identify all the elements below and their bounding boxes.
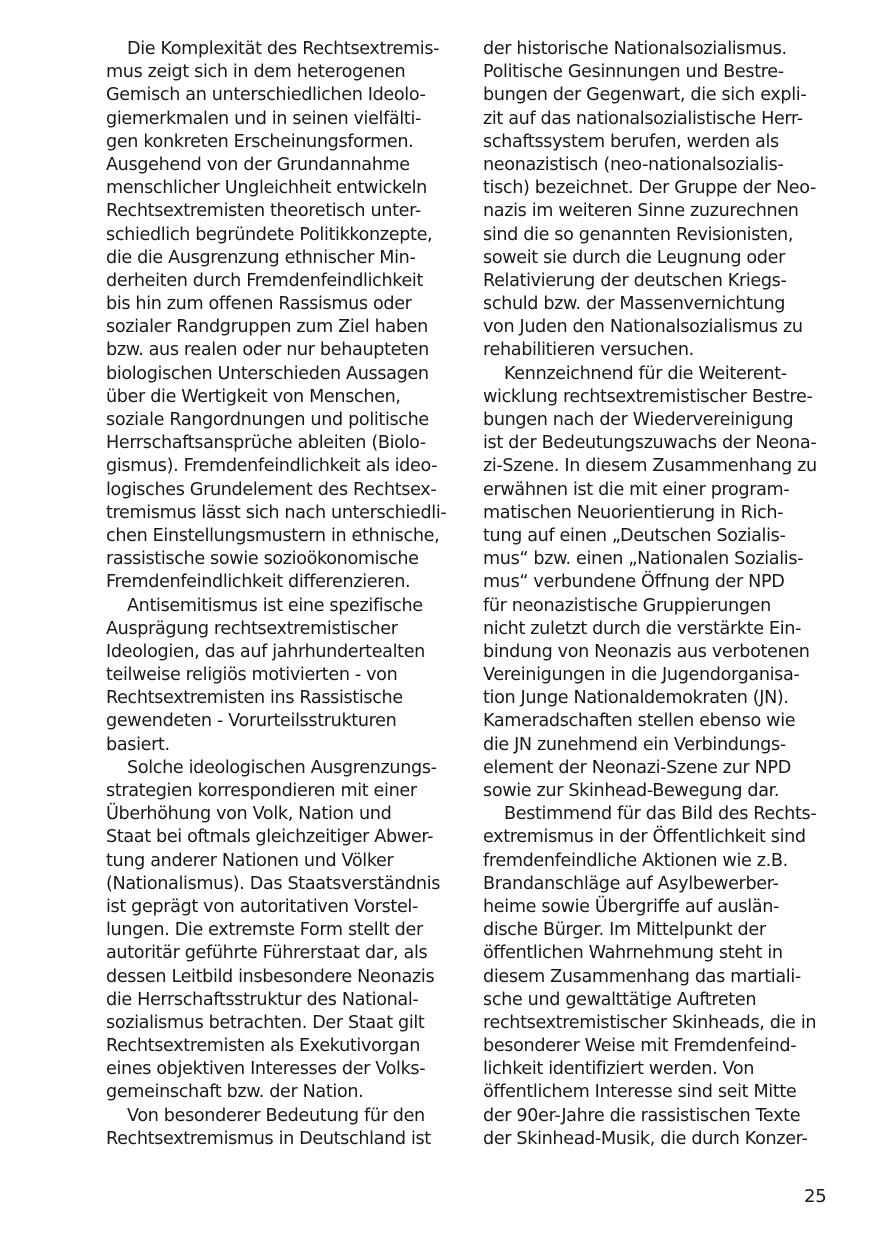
text-line: Brandanschläge auf Asylbewerber- <box>483 873 779 894</box>
text-line: bungen nach der Wiedervereinigung <box>483 410 794 430</box>
text-line: Fremdenfeindlichkeit differenzieren. <box>106 572 411 593</box>
text-line: zi-Szene. In diesem Zusammenhang zu <box>483 456 817 477</box>
text-line: bungen der Gegenwart, die sich expli- <box>483 85 807 106</box>
text-line: extremismus in der Öffentlichkeit sind <box>483 827 806 848</box>
text-line: logisches Grundelement des Rechtsex- <box>106 479 437 500</box>
text-line: matischen Neuorientierung in Rich- <box>483 502 784 523</box>
text-line: basiert. <box>106 734 170 755</box>
text-line: autoritär geführte Führerstaat dar, als <box>106 943 428 964</box>
text-line: Herrschaftsansprüche ableiten (Biolo- <box>106 433 426 454</box>
text-line: strategien korrespondieren mit einer <box>106 781 417 801</box>
text-line: Relativierung der deutschen Kriegs- <box>483 270 787 291</box>
text-line: sowie zur Skinhead-Bewegung dar. <box>483 781 780 801</box>
text-line: dische Bürger. Im Mittelpunkt der <box>483 920 766 941</box>
text-line: derheiten durch Fremdenfeindlichkeit <box>106 270 424 291</box>
text-line: tremismus lässt sich nach unterschiedli- <box>106 502 447 523</box>
text-line: ist der Bedeutungszuwachs der Neona- <box>483 433 817 454</box>
paragraph-start-line: Kennzeichnend für die Weiterent- <box>504 363 787 384</box>
text-line: nazis im weiteren Sinne zuzurechnen <box>483 201 799 222</box>
text-line: der Skinhead-Musik, die durch Konzer- <box>483 1128 808 1149</box>
text-line: zit auf das nationalsozialistische Herr- <box>483 108 803 129</box>
text-line: Kameradschaften stellen ebenso wie <box>483 711 796 732</box>
text-line: Staat bei oftmals gleichzeitiger Abwer- <box>106 827 434 848</box>
text-line: Vereinigungen in die Jugendorganisa- <box>483 665 800 686</box>
text-line: schuld bzw. der Massenvernichtung <box>483 294 786 315</box>
text-line: schaftssystem berufen, werden als <box>483 131 779 152</box>
text-line: lichkeit identifiziert werden. Von <box>483 1059 755 1080</box>
text-line: Ausprägung rechtsextremistischer <box>106 618 398 639</box>
text-line: erwähnen ist die mit einer program- <box>483 479 790 500</box>
paragraph-start-line: Von besonderer Bedeutung für den <box>127 1105 425 1126</box>
text-line: rehabilitieren versuchen. <box>483 340 694 361</box>
text-line: dessen Leitbild insbesondere Neonazis <box>106 966 435 987</box>
text-line: von Juden den Nationalsozialismus zu <box>483 317 803 338</box>
text-line: (Nationalismus). Das Staatsverständnis <box>106 873 441 894</box>
text-line: Rechtsextremismus in Deutschland ist <box>106 1128 431 1149</box>
text-line: Überhöhung von Volk, Nation und <box>106 804 392 825</box>
text-line: gemeinschaft bzw. der Nation. <box>106 1082 364 1103</box>
text-line: gismus). Fremdenfeindlichkeit als ideo- <box>106 456 438 477</box>
text-line: Rechtsextremisten als Exekutivorgan <box>106 1036 421 1057</box>
page-number: 25 <box>804 1186 827 1207</box>
text-line: wicklung rechtsextremistischer Bestre- <box>483 386 813 407</box>
text-line: sozialismus betrachten. Der Staat gilt <box>106 1012 425 1033</box>
text-line: die JN zunehmend ein Verbindungs- <box>483 734 786 755</box>
text-line: der 90er-Jahre die rassistischen Texte <box>483 1105 801 1126</box>
text-line: neonazistisch (neo-nationalsozialis- <box>483 154 784 175</box>
text-line: mus zeigt sich in dem heterogenen <box>106 62 406 83</box>
text-line: sche und gewalttätige Auftreten <box>483 989 757 1010</box>
text-line: mus“ bzw. einen „Nationalen Sozialis- <box>483 549 804 570</box>
text-line: rechtsextremistischer Skinheads, die in <box>483 1012 817 1033</box>
text-line: mus“ verbundene Öffnung der NPD <box>483 572 785 593</box>
text-line: soziale Rangordnungen und politische <box>106 410 429 430</box>
text-line: bzw. aus realen oder nur behaupteten <box>106 340 429 361</box>
left-text-column <box>106 38 452 1151</box>
paragraph-start-line: Antisemitismus ist eine spezifische <box>127 595 423 616</box>
text-line: diesem Zusammenhang das martiali- <box>483 966 801 987</box>
right-text-column <box>483 38 829 1151</box>
text-line: lungen. Die extremste Form stellt der <box>106 920 423 941</box>
text-line: eines objektiven Interesses der Volks- <box>106 1059 426 1080</box>
text-line: für neonazistische Gruppierungen <box>483 595 771 616</box>
text-line: öffentlichem Interesse sind seit Mitte <box>483 1082 797 1103</box>
text-line: öffentlichen Wahrnehmung steht in <box>483 943 783 964</box>
text-line: tisch) bezeichnet. Der Gruppe der Neo- <box>483 178 816 199</box>
text-line: tion Junge Nationaldemokraten (JN). <box>483 688 789 709</box>
text-line: die Herrschaftsstruktur des National- <box>106 989 419 1010</box>
text-line: der historische Nationalsozialismus. <box>483 39 787 59</box>
text-line: besonderer Weise mit Fremdenfeind- <box>483 1036 797 1057</box>
text-line: soweit sie durch die Leugnung oder <box>483 247 785 268</box>
text-line: tung anderer Nationen und Völker <box>106 850 394 871</box>
text-line: tung auf einen „Deutschen Sozialis- <box>483 525 786 546</box>
text-line: bindung von Neonazis aus verbotenen <box>483 641 810 662</box>
text-line: gen konkreten Erscheinungsformen. <box>106 131 414 152</box>
text-line: giemerkmalen und in seinen vielfälti- <box>106 108 421 129</box>
text-line: die die Ausgrenzung ethnischer Min- <box>106 247 416 268</box>
text-line: bis hin zum offenen Rassismus oder <box>106 294 412 315</box>
text-line: menschlicher Ungleichheit entwickeln <box>106 178 427 199</box>
paragraph-start-line: Die Komplexität des Rechtsextremis- <box>127 39 440 59</box>
text-line: rassistische sowie sozioökonomische <box>106 549 419 570</box>
text-line: über die Wertigkeit von Menschen, <box>106 386 401 407</box>
text-line: schiedlich begründete Politikkonzepte, <box>106 224 433 245</box>
text-line: Rechtsextremisten ins Rassistische <box>106 688 403 709</box>
text-line: element der Neonazi-Szene zur NPD <box>483 757 791 778</box>
text-line: sozialer Randgruppen zum Ziel haben <box>106 317 428 338</box>
text-line: Ausgehend von der Grundannahme <box>106 154 410 175</box>
text-line: Gemisch an unterschiedlichen Ideolo- <box>106 85 426 106</box>
text-line: Ideologien, das auf jahrhundertealten <box>106 641 425 662</box>
text-line: fremdenfeindliche Aktionen wie z.B. <box>483 850 788 871</box>
text-line: nicht zuletzt durch die verstärkte Ein- <box>483 618 802 639</box>
text-line: teilweise religiös motivierten - von <box>106 665 398 686</box>
paragraph-start-line: Bestimmend für das Bild des Rechts- <box>504 804 817 825</box>
text-line: biologischen Unterschieden Aussagen <box>106 363 429 384</box>
text-line: gewendeten - Vorurteilsstrukturen <box>106 711 397 732</box>
paragraph-start-line: Solche ideologischen Ausgrenzungs- <box>127 757 437 778</box>
text-line: Rechtsextremisten theoretisch unter- <box>106 201 421 222</box>
text-line: sind die so genannten Revisionisten, <box>483 224 794 245</box>
text-line: Politische Gesinnungen und Bestre- <box>483 62 784 83</box>
text-line: ist geprägt von autoritativen Vorstel- <box>106 896 418 917</box>
text-line: chen Einstellungsmustern in ethnische, <box>106 525 440 546</box>
text-line: heime sowie Übergriffe auf auslän- <box>483 896 780 917</box>
